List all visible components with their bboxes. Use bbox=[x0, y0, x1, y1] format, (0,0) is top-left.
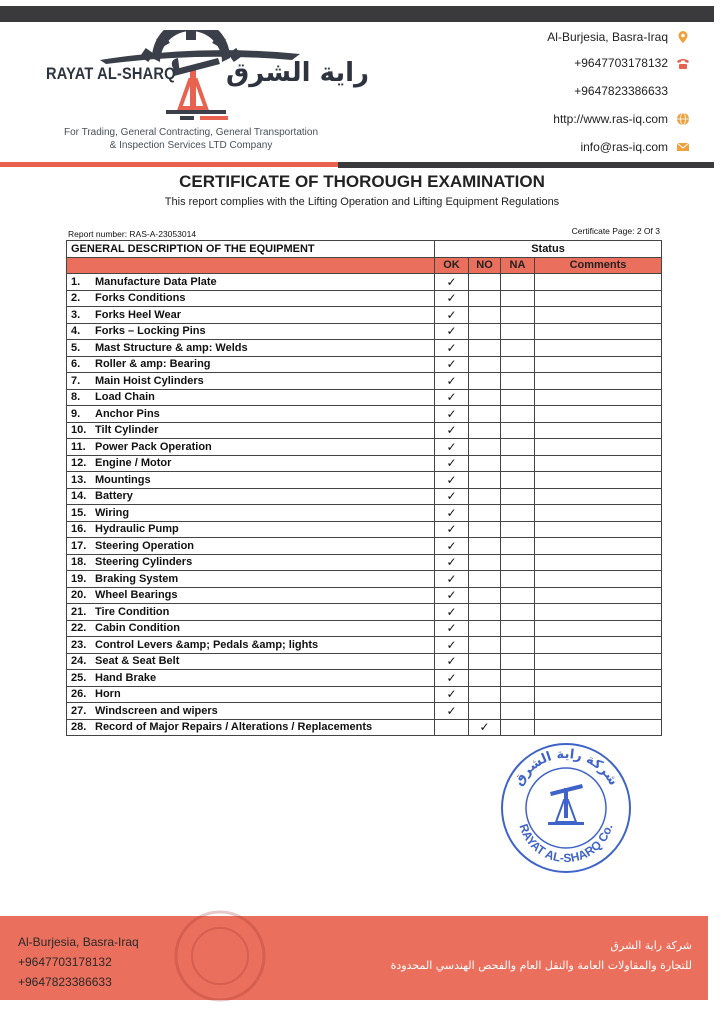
header-phone-2 bbox=[574, 84, 668, 98]
check-mark-icon: ✓ bbox=[446, 670, 457, 685]
table-row bbox=[67, 554, 662, 571]
comments-cell bbox=[535, 505, 662, 522]
status-cell-no bbox=[469, 620, 501, 637]
table-row bbox=[67, 307, 662, 324]
status-cell-no bbox=[469, 670, 501, 687]
item-label bbox=[67, 604, 435, 621]
item-text: Anchor Pins bbox=[95, 407, 160, 420]
item-number: 24. bbox=[71, 655, 87, 668]
status-cell-ok bbox=[435, 290, 469, 307]
check-mark-icon: ✓ bbox=[446, 687, 457, 702]
comments-cell bbox=[535, 620, 662, 637]
address-text: Al-Burjesia, Basra-Iraq bbox=[547, 30, 668, 44]
item-number: 23. bbox=[71, 638, 87, 651]
item-label bbox=[67, 571, 435, 588]
status-cell-no bbox=[469, 554, 501, 571]
item-label bbox=[67, 719, 435, 736]
company-tagline bbox=[46, 126, 336, 152]
check-mark-icon: ✓ bbox=[446, 588, 457, 603]
comments-cell bbox=[535, 703, 662, 720]
desc-header: GENERAL DESCRIPTION OF THE EQUIPMENT bbox=[67, 241, 435, 258]
check-mark-icon: ✓ bbox=[446, 357, 457, 372]
check-mark-icon: ✓ bbox=[446, 604, 457, 619]
table-row bbox=[67, 290, 662, 307]
status-cell-ok bbox=[435, 703, 469, 720]
item-label bbox=[67, 307, 435, 324]
comments-cell bbox=[535, 422, 662, 439]
item-number: 13. bbox=[71, 473, 87, 486]
table-row bbox=[67, 389, 662, 406]
status-cell-no bbox=[469, 521, 501, 538]
item-label bbox=[67, 274, 435, 291]
status-cell-ok bbox=[435, 439, 469, 456]
company-stamp bbox=[498, 742, 634, 874]
certificate-page: Certificate Page: 2 Of 3 bbox=[571, 226, 660, 236]
item-text: Tire Condition bbox=[95, 605, 170, 618]
item-label bbox=[67, 554, 435, 571]
check-mark-icon: ✓ bbox=[446, 505, 457, 520]
phone-2-text: +9647823386633 bbox=[574, 84, 668, 98]
item-label bbox=[67, 422, 435, 439]
status-cell-na bbox=[501, 422, 535, 439]
status-cell-ok bbox=[435, 686, 469, 703]
status-cell-na bbox=[501, 323, 535, 340]
report-number: Report number: RAS-A-23053014 bbox=[68, 229, 197, 239]
status-cell-na bbox=[501, 439, 535, 456]
status-cell-ok bbox=[435, 307, 469, 324]
table-row bbox=[67, 587, 662, 604]
item-text: Wheel Bearings bbox=[95, 589, 178, 602]
check-mark-icon: ✓ bbox=[446, 406, 457, 421]
item-label bbox=[67, 637, 435, 654]
table-row bbox=[67, 274, 662, 291]
footer-ar-line-2: للتجارة والمقاولات العامة والنقل العام والفحص الهندسي المحدودة bbox=[390, 959, 692, 972]
phone-1-text: +9647703178132 bbox=[574, 56, 668, 70]
status-cell-na bbox=[501, 571, 535, 588]
item-label bbox=[67, 670, 435, 687]
status-cell-na bbox=[501, 538, 535, 555]
table-row bbox=[67, 653, 662, 670]
status-cell-no bbox=[469, 455, 501, 472]
item-number: 18. bbox=[71, 556, 87, 569]
header-website bbox=[553, 112, 690, 126]
stamp-text-ar: شركة راية الشرق bbox=[511, 746, 621, 789]
item-text: Main Hoist Cylinders bbox=[95, 374, 204, 387]
table-row bbox=[67, 472, 662, 489]
status-cell-ok bbox=[435, 670, 469, 687]
status-cell-no bbox=[469, 307, 501, 324]
item-number: 27. bbox=[71, 704, 87, 717]
item-number: 5. bbox=[71, 341, 81, 354]
item-number: 6. bbox=[71, 358, 81, 371]
check-mark-icon: ✓ bbox=[446, 654, 457, 669]
check-mark-icon: ✓ bbox=[446, 621, 457, 636]
status-cell-na bbox=[501, 488, 535, 505]
document-title: CERTIFICATE OF THOROUGH EXAMINATION bbox=[179, 172, 545, 191]
footer-watermark-logo-icon bbox=[170, 906, 270, 1006]
table-row bbox=[67, 488, 662, 505]
col-na: NA bbox=[501, 257, 535, 274]
desc-spacer-cell bbox=[67, 257, 435, 274]
comments-cell bbox=[535, 686, 662, 703]
comments-cell bbox=[535, 587, 662, 604]
tagline-line-1: For Trading, General Contracting, General Transportation bbox=[63, 127, 319, 138]
status-cell-ok bbox=[435, 389, 469, 406]
status-cell-no bbox=[469, 686, 501, 703]
brand-name-ar: راية الشرق bbox=[226, 58, 370, 88]
table-row bbox=[67, 455, 662, 472]
item-number: 22. bbox=[71, 622, 87, 635]
item-text: Mountings bbox=[95, 473, 151, 486]
status-cell-no bbox=[469, 587, 501, 604]
status-cell-ok bbox=[435, 406, 469, 423]
item-text: Battery bbox=[95, 490, 133, 503]
check-mark-icon: ✓ bbox=[479, 720, 490, 735]
item-label bbox=[67, 356, 435, 373]
item-label bbox=[67, 406, 435, 423]
col-ok: OK bbox=[435, 257, 469, 274]
status-cell-no bbox=[469, 323, 501, 340]
check-mark-icon: ✓ bbox=[446, 456, 457, 471]
comments-cell bbox=[535, 670, 662, 687]
table-row bbox=[67, 538, 662, 555]
status-cell-na bbox=[501, 686, 535, 703]
top-dark-bar bbox=[0, 6, 714, 22]
check-mark-icon: ✓ bbox=[446, 637, 457, 652]
item-text: Steering Operation bbox=[95, 539, 195, 552]
table-row bbox=[67, 604, 662, 621]
item-label bbox=[67, 389, 435, 406]
status-cell-ok bbox=[435, 323, 469, 340]
comments-cell bbox=[535, 389, 662, 406]
footer-arabic bbox=[391, 936, 692, 976]
footer-phone-1: +9647703178132 bbox=[18, 955, 112, 969]
status-cell-no bbox=[469, 538, 501, 555]
status-header: Status bbox=[435, 241, 662, 258]
status-cell-no bbox=[469, 653, 501, 670]
status-cell-ok bbox=[435, 472, 469, 489]
item-number: 14. bbox=[71, 490, 87, 503]
item-label bbox=[67, 505, 435, 522]
status-cell-na bbox=[501, 373, 535, 390]
check-mark-icon: ✓ bbox=[446, 340, 457, 355]
item-number: 19. bbox=[71, 572, 87, 585]
item-number: 15. bbox=[71, 506, 87, 519]
item-text: Record of Major Repairs / Alterations / Replacements bbox=[95, 721, 373, 734]
table-row bbox=[67, 670, 662, 687]
status-cell-no bbox=[469, 422, 501, 439]
item-text: Cabin Condition bbox=[95, 622, 180, 635]
table-row bbox=[67, 373, 662, 390]
item-number: 11. bbox=[71, 440, 86, 453]
table-row bbox=[67, 620, 662, 637]
status-cell-ok bbox=[435, 571, 469, 588]
status-cell-ok bbox=[435, 274, 469, 291]
header-phone-1 bbox=[574, 56, 690, 70]
status-cell-na bbox=[501, 703, 535, 720]
brand-name-en: RAYAT AL-SHARQ bbox=[46, 64, 176, 83]
check-mark-icon: ✓ bbox=[446, 390, 457, 405]
table-row bbox=[67, 703, 662, 720]
item-text: Power Pack Operation bbox=[95, 440, 212, 453]
check-mark-icon: ✓ bbox=[446, 703, 457, 718]
item-text: Forks Heel Wear bbox=[95, 308, 182, 321]
item-label bbox=[67, 587, 435, 604]
status-cell-na bbox=[501, 356, 535, 373]
check-mark-icon: ✓ bbox=[446, 571, 457, 586]
check-mark-icon: ✓ bbox=[446, 489, 457, 504]
comments-cell bbox=[535, 488, 662, 505]
status-cell-na bbox=[501, 505, 535, 522]
status-cell-ok bbox=[435, 538, 469, 555]
phone-icon bbox=[676, 56, 690, 70]
status-cell-na bbox=[501, 340, 535, 357]
item-number: 26. bbox=[71, 688, 87, 701]
header-divider-dark bbox=[338, 162, 714, 168]
status-cell-no bbox=[469, 637, 501, 654]
check-mark-icon: ✓ bbox=[446, 274, 457, 289]
item-text: Horn bbox=[95, 688, 121, 701]
item-label bbox=[67, 373, 435, 390]
header-divider-orange bbox=[0, 162, 338, 167]
item-number: 16. bbox=[71, 523, 87, 536]
item-text: Hand Brake bbox=[95, 671, 157, 684]
check-mark-icon: ✓ bbox=[446, 555, 457, 570]
status-cell-na bbox=[501, 653, 535, 670]
item-text: Forks Conditions bbox=[95, 292, 186, 305]
item-number: 4. bbox=[71, 325, 81, 338]
status-cell-na bbox=[501, 620, 535, 637]
check-mark-icon: ✓ bbox=[446, 373, 457, 388]
comments-cell bbox=[535, 373, 662, 390]
status-cell-ok bbox=[435, 422, 469, 439]
item-label bbox=[67, 472, 435, 489]
table-row bbox=[67, 406, 662, 423]
check-mark-icon: ✓ bbox=[446, 423, 457, 438]
status-cell-no bbox=[469, 356, 501, 373]
comments-cell bbox=[535, 719, 662, 736]
status-cell-no bbox=[469, 340, 501, 357]
status-cell-na bbox=[501, 554, 535, 571]
comments-cell bbox=[535, 472, 662, 489]
website-text: http://www.ras-iq.com bbox=[553, 112, 668, 126]
item-text: Tilt Cylinder bbox=[95, 424, 159, 437]
status-cell-ok bbox=[435, 356, 469, 373]
status-cell-ok bbox=[435, 554, 469, 571]
location-pin-icon bbox=[676, 30, 690, 44]
globe-icon bbox=[676, 112, 690, 126]
col-no: NO bbox=[469, 257, 501, 274]
footer-contact bbox=[18, 932, 139, 992]
status-cell-ok bbox=[435, 488, 469, 505]
status-cell-ok bbox=[435, 653, 469, 670]
item-number: 17. bbox=[71, 539, 87, 552]
item-label bbox=[67, 686, 435, 703]
comments-cell bbox=[535, 340, 662, 357]
status-cell-no bbox=[469, 274, 501, 291]
item-number: 9. bbox=[71, 407, 81, 420]
header-email bbox=[580, 140, 690, 154]
status-cell-na bbox=[501, 719, 535, 736]
status-cell-ok bbox=[435, 455, 469, 472]
item-text: Seat & Seat Belt bbox=[95, 655, 180, 668]
status-cell-na bbox=[501, 455, 535, 472]
item-number: 12. bbox=[71, 457, 87, 470]
status-cell-ok bbox=[435, 620, 469, 637]
status-cell-ok bbox=[435, 637, 469, 654]
status-cell-no bbox=[469, 389, 501, 406]
document-subtitle: This report complies with the Lifting Operation and Lifting Equipment Regulations bbox=[164, 196, 560, 208]
status-cell-no bbox=[469, 604, 501, 621]
status-cell-no bbox=[469, 703, 501, 720]
svg-text:RAYAT AL-SHARQ Co. bbox=[516, 822, 615, 865]
comments-cell bbox=[535, 571, 662, 588]
status-cell-no bbox=[469, 571, 501, 588]
status-cell-ok bbox=[435, 521, 469, 538]
item-text: Engine / Motor bbox=[95, 457, 172, 470]
comments-cell bbox=[535, 274, 662, 291]
comments-cell bbox=[535, 307, 662, 324]
status-cell-na bbox=[501, 521, 535, 538]
check-mark-icon: ✓ bbox=[446, 307, 457, 322]
item-text: Forks – Locking Pins bbox=[95, 325, 206, 338]
comments-cell bbox=[535, 554, 662, 571]
status-cell-na bbox=[501, 389, 535, 406]
item-label bbox=[67, 653, 435, 670]
header-address bbox=[547, 30, 690, 44]
status-cell-na bbox=[501, 290, 535, 307]
table-row bbox=[67, 422, 662, 439]
item-number: 2. bbox=[71, 292, 81, 305]
check-mark-icon: ✓ bbox=[446, 291, 457, 306]
status-cell-na bbox=[501, 587, 535, 604]
item-number: 7. bbox=[71, 374, 81, 387]
status-cell-no bbox=[469, 505, 501, 522]
item-number: 20. bbox=[71, 589, 87, 602]
comments-cell bbox=[535, 604, 662, 621]
item-label bbox=[67, 488, 435, 505]
item-label bbox=[67, 455, 435, 472]
status-cell-ok bbox=[435, 505, 469, 522]
item-number: 8. bbox=[71, 391, 81, 404]
table-row bbox=[67, 571, 662, 588]
envelope-icon bbox=[676, 140, 690, 154]
comments-cell bbox=[535, 637, 662, 654]
item-label bbox=[67, 290, 435, 307]
status-cell-ok bbox=[435, 340, 469, 357]
comments-cell bbox=[535, 455, 662, 472]
equipment-table bbox=[66, 240, 662, 736]
comments-cell bbox=[535, 356, 662, 373]
comments-cell bbox=[535, 653, 662, 670]
item-label bbox=[67, 521, 435, 538]
item-number: 21. bbox=[71, 605, 87, 618]
status-cell-na bbox=[501, 307, 535, 324]
item-text: Roller & amp: Bearing bbox=[95, 358, 211, 371]
comments-cell bbox=[535, 439, 662, 456]
comments-cell bbox=[535, 538, 662, 555]
column-header-row bbox=[67, 257, 662, 274]
status-cell-no bbox=[469, 488, 501, 505]
status-cell-ok bbox=[435, 604, 469, 621]
item-label bbox=[67, 323, 435, 340]
status-cell-no bbox=[469, 373, 501, 390]
item-label bbox=[67, 620, 435, 637]
item-label bbox=[67, 439, 435, 456]
table-row bbox=[67, 719, 662, 736]
stamp-text-en: RAYAT AL-SHARQ Co. bbox=[516, 821, 616, 866]
table-row bbox=[67, 521, 662, 538]
item-label bbox=[67, 703, 435, 720]
status-cell-ok bbox=[435, 719, 469, 736]
tagline-line-2: & Inspection Services LTD Company bbox=[109, 140, 273, 151]
status-cell-na bbox=[501, 637, 535, 654]
item-text: Braking System bbox=[95, 572, 179, 585]
footer-ar-line-1: شركة راية الشرق bbox=[610, 939, 692, 952]
item-text: Hydraulic Pump bbox=[95, 523, 179, 536]
check-mark-icon: ✓ bbox=[446, 522, 457, 537]
email-text: info@ras-iq.com bbox=[580, 140, 668, 154]
status-cell-na bbox=[501, 406, 535, 423]
item-number: 3. bbox=[71, 308, 81, 321]
item-text: Manufacture Data Plate bbox=[95, 275, 217, 288]
table-row bbox=[67, 686, 662, 703]
col-comments: Comments bbox=[535, 257, 662, 274]
item-text: Load Chain bbox=[95, 391, 155, 404]
item-text: Wiring bbox=[95, 506, 130, 519]
table-row bbox=[67, 340, 662, 357]
table-row bbox=[67, 439, 662, 456]
check-mark-icon: ✓ bbox=[446, 324, 457, 339]
status-cell-no bbox=[469, 439, 501, 456]
check-mark-icon: ✓ bbox=[446, 538, 457, 553]
item-text: Steering Cylinders bbox=[95, 556, 193, 569]
item-text: Control Levers &amp; Pedals &amp; lights bbox=[95, 638, 319, 651]
item-number: 28. bbox=[71, 721, 87, 734]
footer-address: Al-Burjesia, Basra-Iraq bbox=[18, 935, 139, 949]
status-cell-ok bbox=[435, 587, 469, 604]
status-cell-no bbox=[469, 472, 501, 489]
item-number: 10. bbox=[71, 424, 87, 437]
status-cell-no bbox=[469, 719, 501, 736]
comments-cell bbox=[535, 406, 662, 423]
status-cell-na bbox=[501, 604, 535, 621]
footer-phone-2: +9647823386633 bbox=[18, 975, 112, 989]
comments-cell bbox=[535, 290, 662, 307]
table-row bbox=[67, 637, 662, 654]
table-row bbox=[67, 323, 662, 340]
item-label bbox=[67, 538, 435, 555]
item-number: 1. bbox=[71, 275, 81, 288]
item-number: 25. bbox=[71, 671, 87, 684]
status-cell-no bbox=[469, 406, 501, 423]
status-cell-na bbox=[501, 670, 535, 687]
item-label bbox=[67, 340, 435, 357]
comments-cell bbox=[535, 521, 662, 538]
item-text: Windscreen and wipers bbox=[95, 704, 218, 717]
check-mark-icon: ✓ bbox=[446, 472, 457, 487]
status-cell-ok bbox=[435, 373, 469, 390]
table-row bbox=[67, 505, 662, 522]
status-cell-na bbox=[501, 274, 535, 291]
status-cell-na bbox=[501, 472, 535, 489]
status-cell-no bbox=[469, 290, 501, 307]
item-text: Mast Structure & amp: Welds bbox=[95, 341, 248, 354]
table-row bbox=[67, 356, 662, 373]
comments-cell bbox=[535, 323, 662, 340]
check-mark-icon: ✓ bbox=[446, 439, 457, 454]
